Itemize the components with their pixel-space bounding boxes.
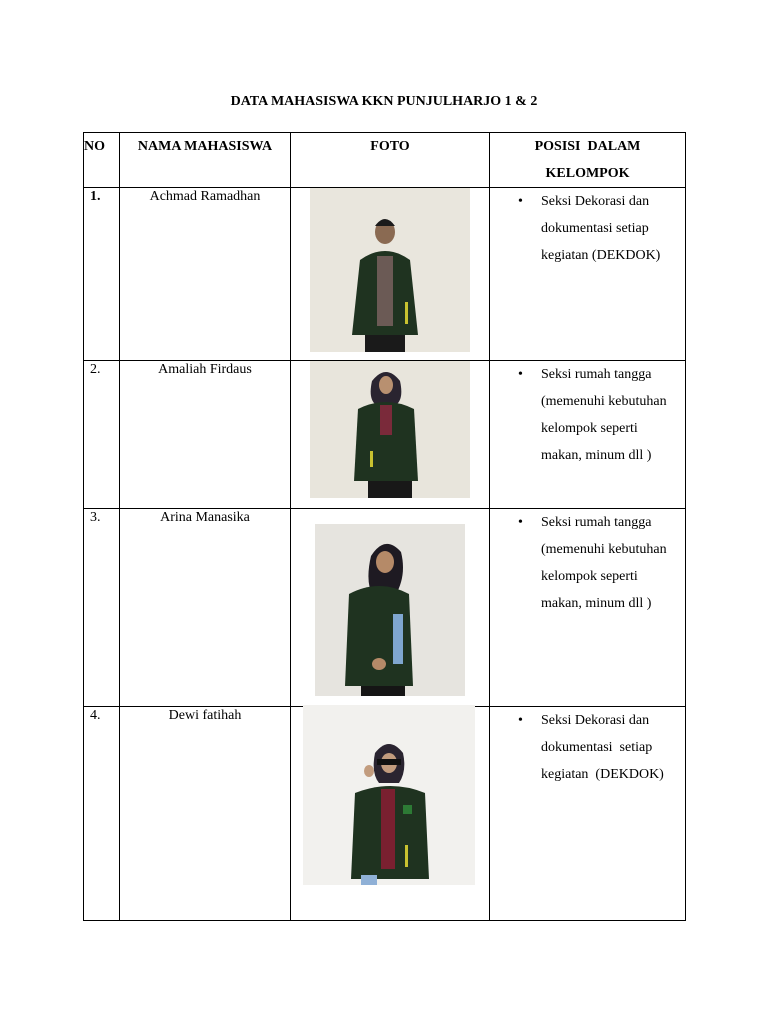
- row-number: 3.: [84, 509, 120, 707]
- student-photo: [303, 705, 475, 885]
- table-row: [84, 707, 686, 921]
- document-title: DATA MAHASISWA KKN PUNJULHARJO 1 & 2: [230, 94, 538, 109]
- position-cell: [490, 188, 686, 361]
- header-nama: NAMA MAHASISWA: [120, 133, 291, 188]
- table-row: [84, 509, 686, 707]
- position-cell: [490, 509, 686, 707]
- position-cell: [490, 361, 686, 509]
- table-row: [84, 188, 686, 361]
- position-text: • Seksi Dekorasi dan dokumentasi setiap kegiatan (DEKDOK): [490, 188, 685, 269]
- position-cell: [490, 707, 686, 921]
- student-name: Amaliah Firdaus: [120, 361, 291, 509]
- header-foto: FOTO: [291, 133, 490, 188]
- position-text: • Seksi rumah tangga (memenuhi kebutuhan kelompok seperti makan, minum dll ): [490, 509, 685, 617]
- photo-cell: [291, 188, 490, 361]
- student-photo: [310, 361, 470, 498]
- row-number: 1.: [84, 188, 120, 361]
- student-name: Dewi fatihah: [120, 707, 291, 921]
- row-number: 2.: [84, 361, 120, 509]
- header-posisi: [490, 133, 686, 188]
- table-row: [84, 361, 686, 509]
- student-photo: [310, 188, 470, 352]
- student-name: Achmad Ramadhan: [120, 188, 291, 361]
- header-posisi-line2: KELOMPOK: [545, 166, 630, 181]
- student-photo: [315, 524, 465, 696]
- table-header-row: [84, 133, 686, 188]
- row-number: 4.: [84, 707, 120, 921]
- student-table: [83, 132, 686, 921]
- student-name: Arina Manasika: [120, 509, 291, 707]
- photo-cell: [291, 707, 490, 921]
- header-no: NO: [84, 133, 120, 188]
- position-text: • Seksi Dekorasi dan dokumentasi setiap kegiatan (DEKDOK): [490, 707, 685, 788]
- photo-cell: [291, 361, 490, 509]
- header-posisi-line1: POSISI DALAM: [534, 139, 641, 154]
- photo-cell: [291, 509, 490, 707]
- position-text: • Seksi rumah tangga (memenuhi kebutuhan kelompok seperti makan, minum dll ): [490, 361, 685, 469]
